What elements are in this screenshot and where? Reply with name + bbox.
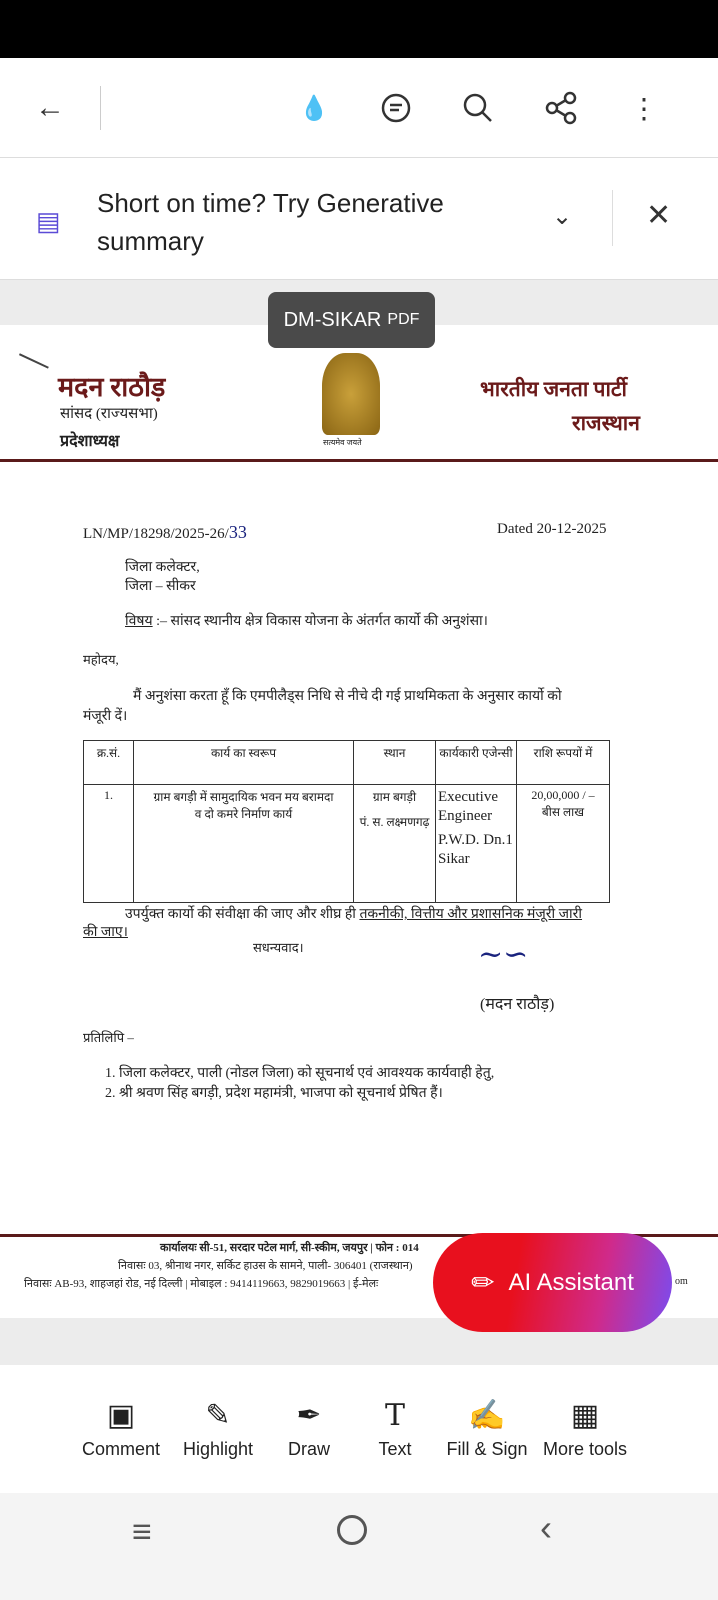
signer-name: (मदन राठौड़) (480, 996, 555, 1013)
ai-assistant-button[interactable] (433, 1233, 672, 1332)
emblem-motto: सत्यमेव जयते (323, 438, 362, 447)
reference-number: LN/MP/18298/2025-26/33 (83, 522, 247, 542)
header-rule (0, 459, 718, 462)
subject-line: विषय :– सांसद स्थानीय क्षेत्र विकास योजना के अंतर्गत कार्यो की अनुशंसा। (125, 614, 488, 629)
ai-summary-icon: ▤ (36, 206, 61, 236)
signature: ~∽ (478, 937, 529, 972)
status-bar (0, 0, 718, 58)
sender-role: सांसद (राज्यसभा) (60, 406, 158, 422)
footer-office: कार्यालयः सी-51, सरदार पटेल मार्ग, सी-स्कीम, जयपुर | फोन : 014 (160, 1242, 419, 1254)
footer-email-tail: om (675, 1276, 688, 1287)
divider (100, 86, 101, 130)
col-header: कार्यकारी एजेन्सी (436, 741, 517, 785)
national-emblem (322, 353, 380, 435)
back-nav-icon[interactable]: ‹ (540, 1507, 552, 1548)
sender-role-2: प्रदेशाध्यक्ष (60, 433, 120, 450)
recents-icon[interactable]: ≡ (132, 1513, 152, 1551)
party-state: राजस्थान (572, 411, 640, 435)
bottom-tools (0, 1365, 718, 1493)
col-header: स्थान (354, 741, 436, 785)
tool-comment[interactable]: ▣ Comment (78, 1393, 164, 1460)
close-icon[interactable]: ✕ (646, 199, 672, 232)
footer-residence: निवासः 03, श्रीनाथ नगर, सर्किट हाउस के सामने, पाली- 306401 (राजस्थान) (118, 1260, 413, 1272)
col-header: राशि रूपयों में (517, 741, 610, 785)
works-table (83, 740, 610, 903)
more-tools-icon: ▦ (570, 1399, 600, 1432)
tool-text[interactable]: T Text (370, 1393, 420, 1460)
system-nav-bar (0, 1493, 718, 1600)
file-name-tooltip: DM-SIKAR PDF (268, 292, 435, 348)
comment-add-icon: ▣ (106, 1399, 136, 1432)
pdf-page (0, 325, 718, 1318)
top-toolbar (0, 58, 718, 158)
divider (612, 190, 613, 246)
fill-sign-icon: ✍ (468, 1399, 506, 1432)
body-paragraph: मैं अनुशंसा करता हूँ कि एमपीलैड्स निधि से नीचे दी गई प्राथमिकता के अनुसार कार्यो को (133, 689, 562, 704)
tool-highlight[interactable]: ✎ Highlight (176, 1393, 260, 1460)
highlight-icon: ✎ (205, 1399, 231, 1432)
closing-paragraph-cont: की जाए। (83, 925, 128, 940)
col-header: कार्य का स्वरूप (134, 741, 354, 785)
share-icon[interactable] (541, 88, 581, 128)
col-header: क्र.सं. (84, 741, 134, 785)
back-icon[interactable]: ← (35, 91, 65, 124)
closing-paragraph: उपर्युक्त कार्यो की संवीक्षा की जाए और शीघ्र ही तकनीकी, वित्तीय और प्रशासनिक मंजूरी जारी (125, 907, 583, 922)
table-row (84, 785, 610, 903)
generative-summary-banner[interactable] (0, 158, 718, 280)
cell-sn: 1. (84, 785, 134, 903)
ai-assistant-label: AI Assistant (508, 1268, 634, 1296)
home-icon[interactable] (337, 1515, 367, 1545)
thanks: सधन्यवाद। (253, 940, 304, 955)
search-icon[interactable] (458, 88, 498, 128)
more-icon[interactable]: ⋮ (630, 92, 658, 124)
copy-item: 1. जिला कलेक्टर, पाली (नोडल जिला) को सूचनार्थ एवं आवश्यक कार्यवाही हेतु, (105, 1066, 495, 1081)
copy-item: 2. श्री श्रवण सिंह बगड़ी, प्रदेश महामंत्री, भाजपा को सूचनार्थ प्रेषित हैं। (105, 1086, 443, 1101)
addressee-district: जिला – सीकर (125, 579, 196, 594)
party-name: भारतीय जनता पार्टी (480, 377, 627, 401)
pen-mark (19, 353, 49, 368)
body-paragraph-cont: मंजूरी दें। (83, 709, 128, 724)
letter-date: Dated 20-12-2025 (497, 521, 607, 537)
draw-icon: ✒ (296, 1399, 322, 1432)
tool-fill-sign[interactable]: ✍ Fill & Sign (444, 1393, 530, 1460)
salutation: महोदय, (83, 652, 119, 667)
liquid-mode-icon[interactable]: 💧 (299, 94, 329, 122)
banner-text: Short on time? Try Generative summary (97, 188, 444, 256)
copy-to-label: प्रतिलिपि – (83, 1030, 134, 1045)
cell-agency: Executive Engineer P.W.D. Dn.1 Sikar (436, 785, 517, 903)
chevron-down-icon[interactable]: ⌄ (552, 203, 573, 230)
tool-more[interactable]: ▦ More tools (540, 1393, 630, 1460)
ai-assistant-icon: ✏ (471, 1267, 495, 1298)
tool-draw[interactable]: ✒ Draw (280, 1393, 338, 1460)
cell-place: ग्राम बगड़ी पं. स. लक्ष्मणगढ़ (354, 785, 436, 903)
text-icon: T (384, 1398, 405, 1433)
cell-work: ग्राम बगड़ी में सामुदायिक भवन मय बरामदा व दो कमरे निर्माण कार्य (134, 785, 354, 903)
comment-bubble-icon[interactable] (375, 88, 415, 128)
cell-amount: 20,00,000 / – बीस लाख (517, 785, 610, 903)
footer-delhi: निवासः AB-93, शाहजहां रोड, नई दिल्ली | मोबाइल : 9414119663, 9829019663 | ई-मेलः (24, 1278, 379, 1290)
addressee: जिला कलेक्टर, (125, 560, 200, 575)
sender-name: मदन राठौड़ (58, 372, 166, 402)
